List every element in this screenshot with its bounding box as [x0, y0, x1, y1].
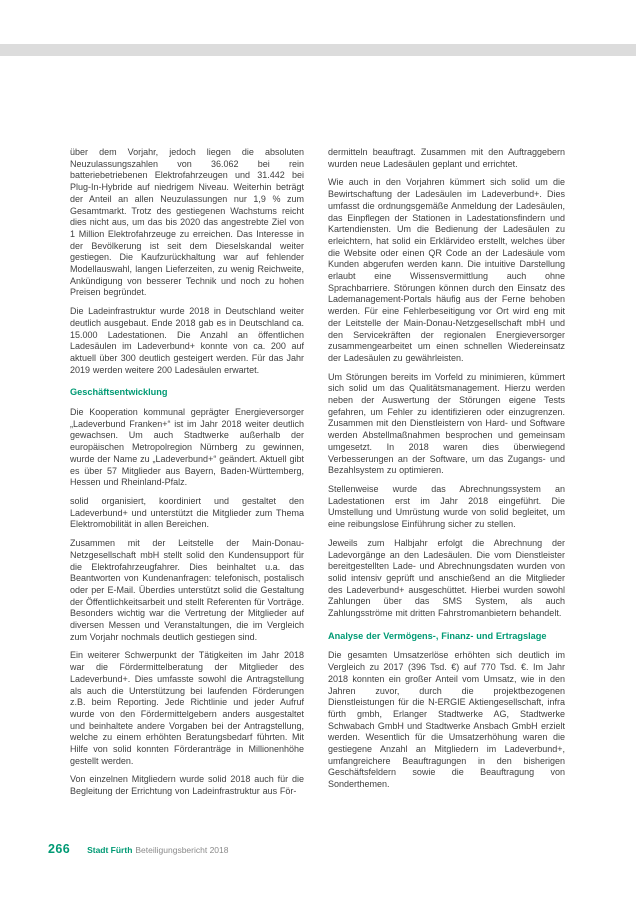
- paragraph: Zusammen mit der Leitstelle der Main-Donau-Netzgesellschaft mbH stellt solid den Kundensupport für die Elektrofahrzeugfahrer. Dies beinhaltet u.a. das Beantworten von Kundenanfragen: telefonisch, postalisch oder per E-Mail. Überdies unterstützt solid die Gestaltung der Öffentlichkeitsarbeit und stellt Referenten für Vorträge. Besonders wichtig war die Vertretung der Mitglieder auf diversen Messen und Veranstaltungen, die im Vergleich zum Vorjahr nochmals deutlich gestiegen sind.: [70, 538, 304, 642]
- section-heading-analyse: Analyse der Vermögens-, Finanz- und Ertragslage: [328, 630, 547, 641]
- paragraph: Um Störungen bereits im Vorfeld zu minimieren, kümmert sich solid um das Qualitätsmanagement. Hierzu werden neben der Auswertung der Störungen eigene Tests gefahren, um Fehler zu identifizieren oder einzugrenzen. Zusammen mit den Dienstleistern von Hard- und Software werden Abstellmaßnahmen besprochen und gemeinsam umgesetzt. In 2018 waren dies überwiegend Verbesserungen an der Software, um das Zugangs- und Bezahlsystem zu optimieren.: [328, 371, 565, 476]
- page-footer: [48, 842, 228, 856]
- text-column-right: [328, 147, 565, 798]
- paragraph: Jeweils zum Halbjahr erfolgt die Abrechnung der Ladevorgänge an den Ladesäulen. Die vom Dienstleister bereitgestellten Lade- und Abrechnungsdaten wurden von solid intensiv geprüft und anschießend an die Mitglieder des Ladeverbund+ ausgeschüttet. Hierbei wurden sowohl Zahlungen über das SMS System, als auch Zahlungsströme mit dritten Fahrstromanbietern behandelt.: [328, 537, 565, 619]
- paragraph: solid organisiert, koordiniert und gestaltet den Ladeverbund+ und unterstützt die Mitglieder zum Thema Elektromobilität in allen Bereichen.: [70, 495, 304, 530]
- paragraph: Die gesamten Umsatzerlöse erhöhten sich deutlich im Vergleich zu 2017 (396 Tsd. €) auf 770 Tsd. €. Im Jahr 2018 konnten ein großer Anteil vom Umsatz, wie in den Jahren zuvor, durch die projektbezogenen Dienstleistungen für die N-ERGIE Aktiengesellschaft, infra fürth gmbh, Erlanger Stadtwerke AG, Stadtwerke Schwabach GmbH und Stadtwerke Ansbach GmbH erzielt werden. Wesentlich für die Umsatzerhöhung waren die gestiegene Anzahl an Mitgliedern im Ladeverbund+, umfangreichere Beauftragungen in den bisherigen Geschäftsfeldern sowie die Beauftragung von Sonderthemen.: [328, 650, 565, 790]
- paragraph: Von einzelnen Mitgliedern wurde solid 2018 auch für die Begleitung der Errichtung von Ladeinfrastruktur aus För-: [70, 774, 304, 797]
- paragraph: Stellenweise wurde das Abrechnungssystem an Ladestationen erst im Jahr 2018 eingeführt. Die Umstellung und Umrüstung wurde von solid begleitet, um eine reibungslose Einführung sicher zu stellen.: [328, 483, 565, 530]
- paragraph: über dem Vorjahr, jedoch liegen die absoluten Neuzulassungszahlen von 36.062 bei rein batteriebetriebenen Elektrofahrzeugen und 31.442 bei Plug-In-Hybride auf niedrigem Niveau. Weiterhin beträgt der Anteil an allen Neuzulassungen nur 1,9 % zum Gesamtmarkt. Trotz des gestiegenen Wachstums reicht dies nicht aus, um das bis 2020 das angestrebte Ziel von 1 Million Elektrofahrzeuge zu erreichen. Das Interesse in der Bevölkerung ist seit dem Dieselskandal weiter gestiegen. Die Kaufzurückhaltung war auf fehlender Modellauswahl, langen Lieferzeiten, zu wenig Reichweite, Ankündigung von besserer Technik und noch zu hohen Preisen begründet.: [70, 147, 304, 298]
- paragraph: Die Ladeinfrastruktur wurde 2018 in Deutschland weiter deutlich ausgebaut. Ende 2018 gab es in Deutschland ca. 15.000 Ladestationen. Die Anzahl an öffentlichen Ladesäulen im Ladeverbund+ konnte von ca. 200 auf aktuell über 300 deutlich gesteigert werden. Für das Jahr 2019 werden weitere 200 Ladesäulen erwartet.: [70, 306, 304, 375]
- header-rule: [0, 44, 636, 56]
- paragraph: Ein weiterer Schwerpunkt der Tätigkeiten im Jahr 2018 war die Fördermittelberatung der Mitglieder des Ladeverbund+. Dies umfasste sowohl die Antragstellung als auch die Unterstützung bei laufenden Förderungen z.B. beim Reporting. Jede Richtlinie und jeder Aufruf wurde von den Fördermittelgebern anders ausgestaltet und beinhaltete andere Vorgaben bei der Antragstellung, welche zu einem erhöhten Beratungsbedarf führten. Mit Hilfe von solid konnten Förderanträge in Millionenhöhe gestellt werden.: [70, 650, 304, 766]
- page-number: 266: [48, 842, 71, 856]
- text-column-left: [70, 147, 304, 805]
- footer-report-title: Beteiligungsbericht 2018: [135, 845, 229, 855]
- section-heading-geschaeftsentwicklung: Geschäftsentwicklung: [70, 387, 168, 398]
- footer-publisher: Stadt Fürth: [87, 845, 133, 855]
- paragraph: dermitteln beauftragt. Zusammen mit den Auftraggebern wurden neue Ladesäulen geplant und errichtet.: [328, 147, 565, 169]
- paragraph: Die Kooperation kommunal geprägter Energieversorger „Ladeverbund Franken+“ ist im Jahr 2018 weiter deutlich gewachsen. Um auch Stadtwerke außerhalb der europäischen Metropolregion Nürnberg zu gewinnen, wurde der Name zu „Ladeverbund+“ geändert. Aktuell gibt es über 57 Mitglieder aus Bayern, Baden-Württemberg, Hessen und Rheinland-Pfalz.: [70, 407, 304, 488]
- paragraph: Wie auch in den Vorjahren kümmert sich solid um die Bewirtschaftung der Ladesäulen im Ladeverbund+. Dies umfasst die ordnungsgemäße Anmeldung der Ladesäulen, das Einpflegen der Stationen in Ladestationsfindern und Kartendiensten. Um die Bedienung der Ladesäulen zu erleichtern, hat solid ein Erklärvideo erstellt, welches über die Website oder einen QR Code an der Ladesäule vom Kunden abgerufen werden kann. Die intuitive Darstellung erlaubt eine Wissensvermittlung auch ohne Sprachbarriere. Störungen können durch den Einsatz des Lademanagement-Portals häufig aus der Ferne behoben werden. Für eine Fehlerbeseitigung vor Ort wird eng mit der Leitstelle der Main-Donau-Netzgesellschaft mbH und den Servicekräften der regionalen Energieversorger zusammengearbeitet um einen schnellen Wiedereinsatz der Ladesäulen zu gewährleisten.: [328, 177, 565, 363]
